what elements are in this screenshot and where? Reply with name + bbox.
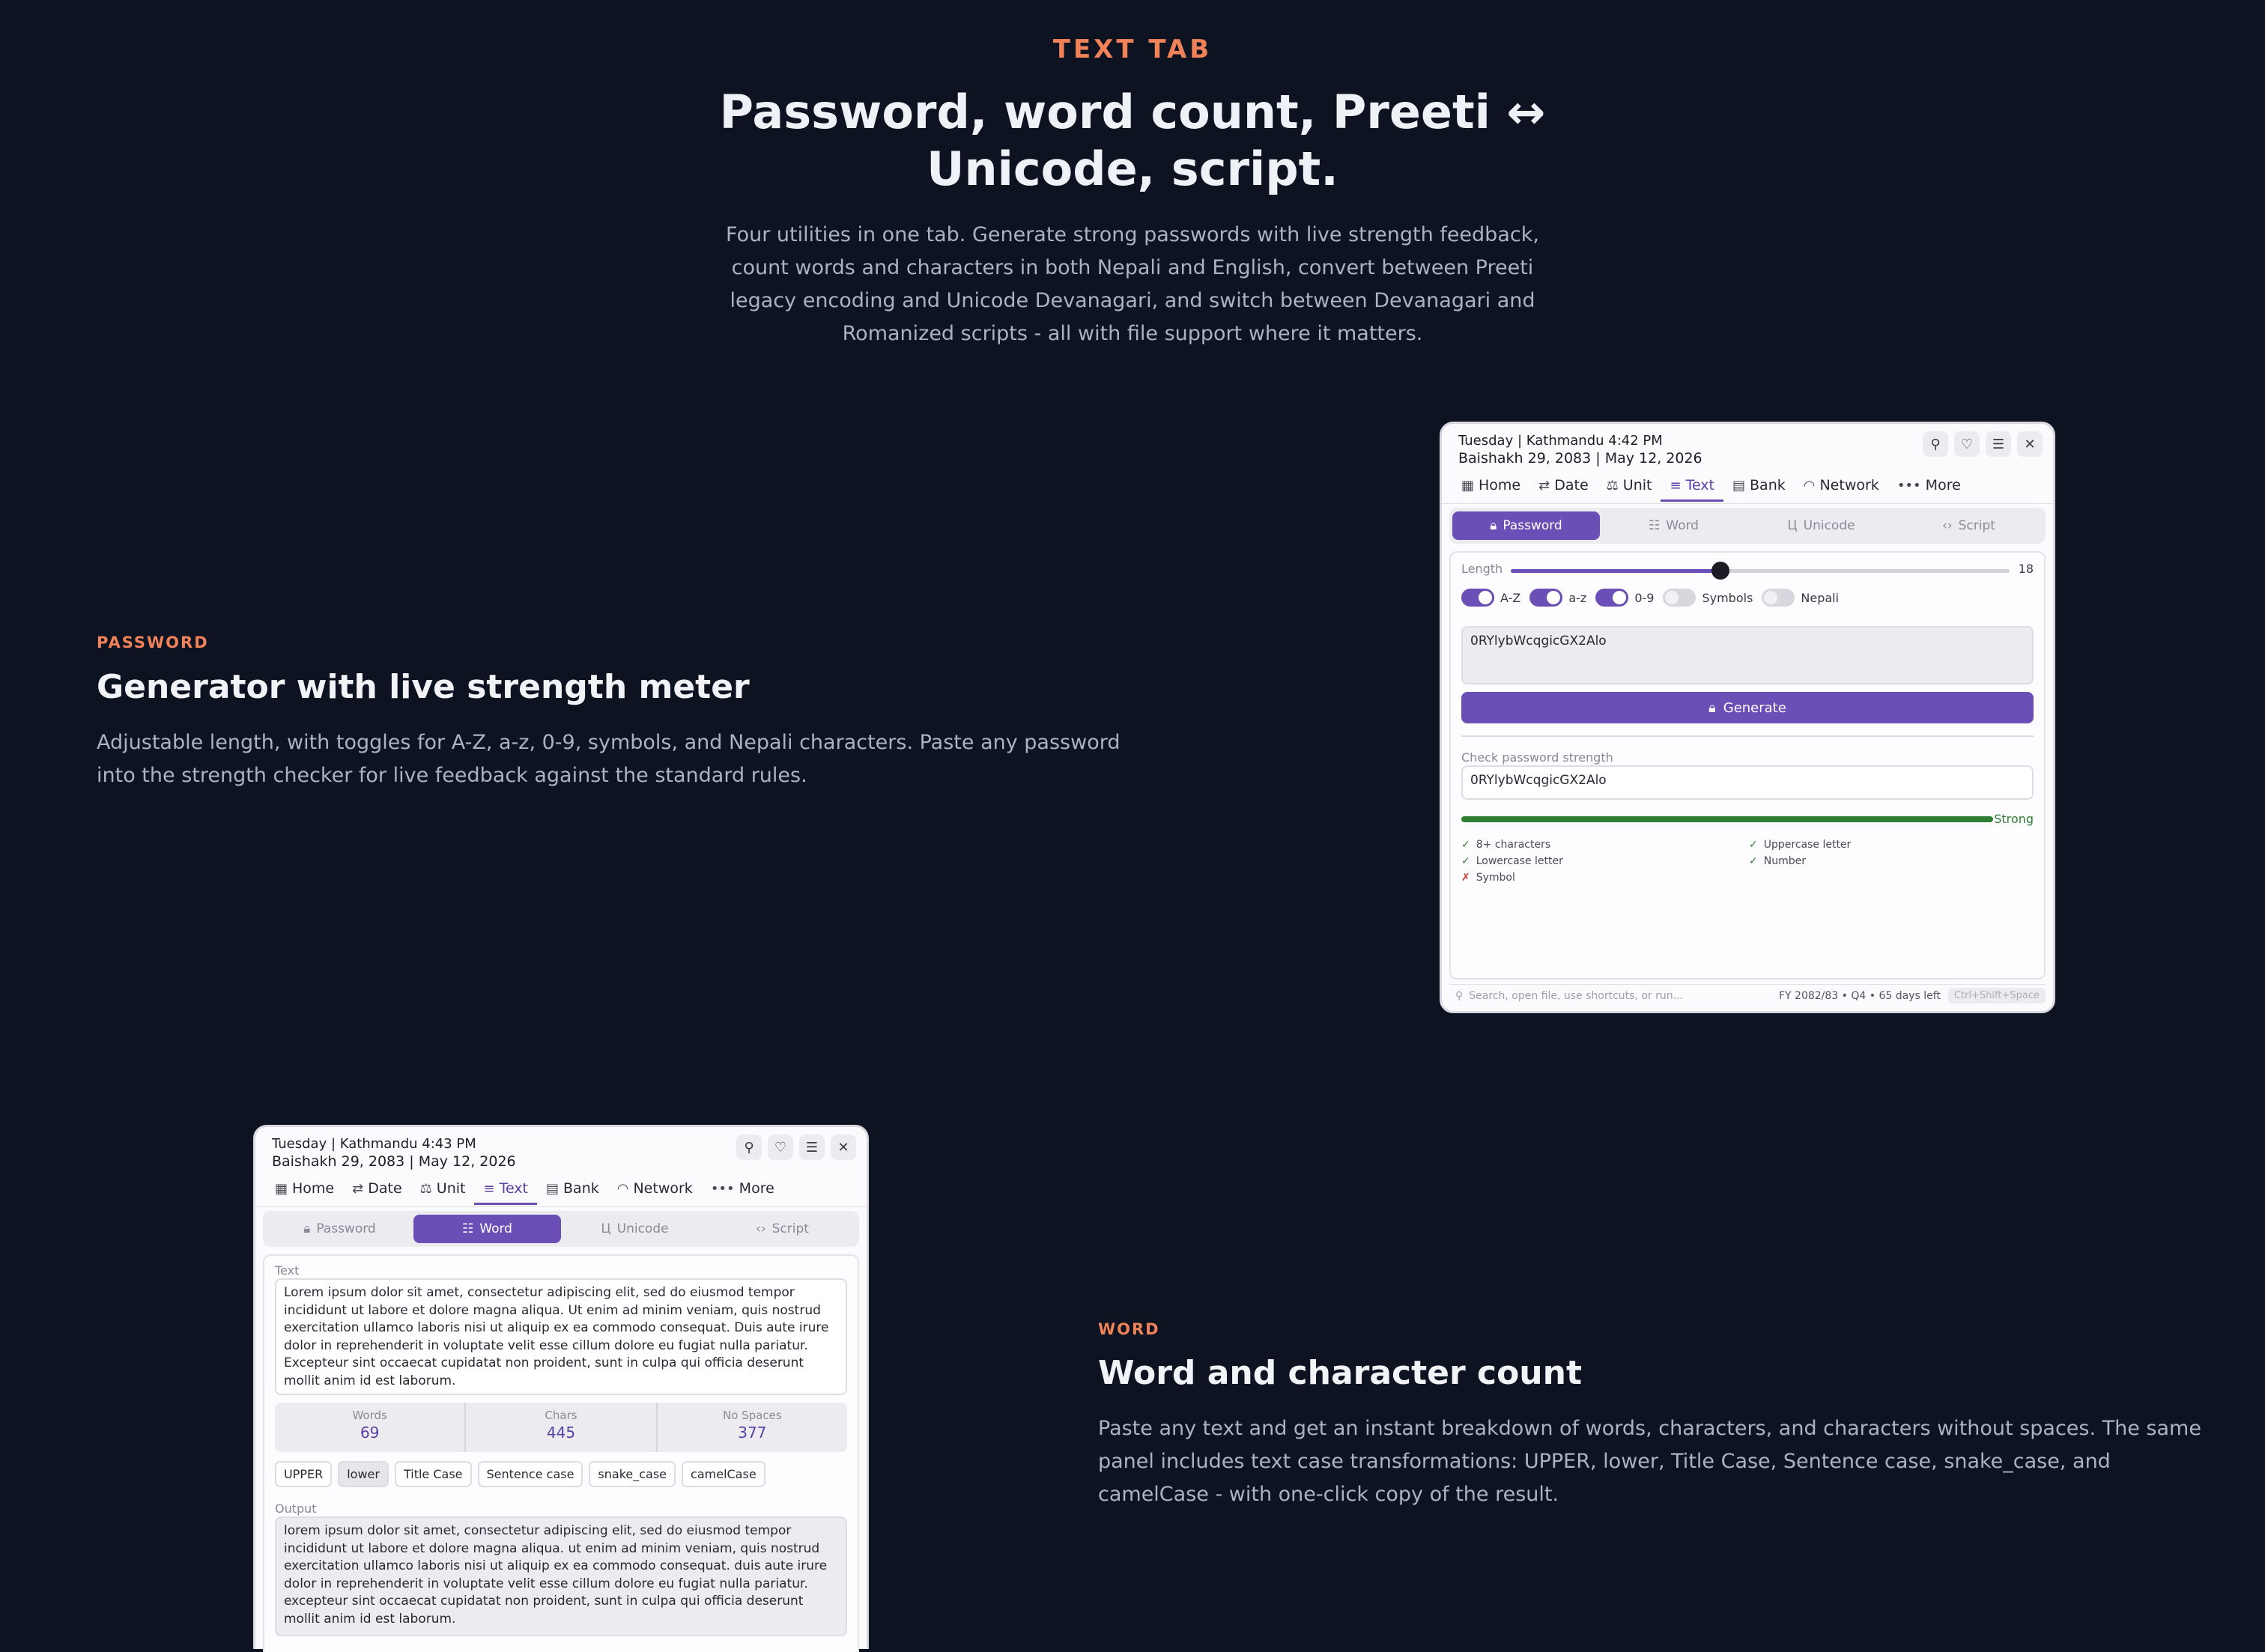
nav-date[interactable]: ⇄ Date <box>1538 477 1589 494</box>
toggle-uppercase[interactable]: A-Z <box>1461 589 1520 607</box>
pin-icon[interactable]: ⚲ <box>1923 431 1948 457</box>
swap-icon: ⇄ <box>1538 477 1550 494</box>
toggle-symbols[interactable]: Symbols <box>1663 589 1753 607</box>
feature-word-description: Paste any text and get an instant breakdown of words, characters, and characters without spaces. The same panel includes text case transformations: UPPER, lower, Title Case, Sentence case, snake_case, and camelCase - with one-click copy of the result. <box>1098 1417 2201 1506</box>
nav-unit[interactable]: ⚖ Unit <box>419 1180 466 1197</box>
command-search-input[interactable]: Search, open file, use shortcuts, or run... <box>1469 989 1683 1002</box>
nav-text[interactable]: ≡ Text <box>1661 469 1723 502</box>
unicode-icon: Ц <box>1787 518 1798 533</box>
case-lower-button[interactable]: lower <box>338 1461 389 1487</box>
main-nav <box>266 1172 856 1205</box>
subtab-password[interactable]: 🔒︎ Password <box>1452 511 1600 540</box>
rule-length: ✓ 8+ characters <box>1461 839 1551 851</box>
list-icon: ☷ <box>462 1221 474 1236</box>
nav-text[interactable]: ≡ Text <box>474 1172 537 1205</box>
unicode-icon: Ц <box>601 1221 611 1236</box>
toggle-digits[interactable]: 0-9 <box>1595 589 1654 607</box>
check-icon: ✓ <box>1461 855 1470 867</box>
output-area[interactable]: lorem ipsum dolor sit amet, consectetur adipiscing elit, sed do eiusmod tempor incididunt ut labore et dolore magna aliqua. ut enim ad minim veniam, quis nostrud exercitation ullamco laboris nisi ut aliquip ex ea commodo consequat. duis aute irure dolor in reprehenderit in voluptate velit esse cillum dolore eu fugiat nulla pariatur. excepteur sint occaecat cupidatat non proident, sunt in culpa qui officia deserunt mollit anim id est laborum. <box>275 1516 847 1636</box>
nav-divider <box>1442 503 2053 504</box>
case-upper-button[interactable]: UPPER <box>275 1461 332 1487</box>
calendar-icon: ▦ <box>275 1180 288 1197</box>
section-divider <box>1461 735 2034 737</box>
wifi-icon: ◠ <box>616 1180 629 1197</box>
toggle-switch[interactable] <box>1461 589 1494 607</box>
word-app-window <box>253 1125 869 1649</box>
clock-text: Tuesday | Kathmandu 4:43 PM <box>272 1136 476 1152</box>
nav-bank[interactable]: ▤ Bank <box>1732 477 1786 494</box>
text-input-area[interactable]: Lorem ipsum dolor sit amet, consectetur adipiscing elit, sed do eiusmod tempor incididunt ut labore et dolore magna aliqua. Ut enim ad minim veniam, quis nostrud exercitation ullamco laboris nisi ut aliquip ex ea commodo consequat. Duis aute irure dolor in reprehenderit in voluptate velit esse cillum dolore eu fugiat nulla pariatur. Excepteur sint occaecat cupidatat non proident, sunt in culpa qui officia deserunt mollit anim id est laborum. <box>275 1278 847 1395</box>
more-dots-icon: ••• <box>1896 477 1921 494</box>
stat-chars: Chars 445 <box>466 1403 657 1452</box>
check-strength-label: Check password strength <box>1461 750 1613 765</box>
nav-divider <box>255 1206 867 1207</box>
generated-password-output[interactable]: 0RYlybWcqgicGX2Alo <box>1461 626 2034 684</box>
subtab-unicode[interactable]: Ц Unicode <box>601 1221 669 1236</box>
nav-network[interactable]: ◠ Network <box>616 1180 693 1197</box>
password-app-window <box>1440 422 2055 1013</box>
text-lines-icon: ≡ <box>1670 477 1682 494</box>
close-icon[interactable]: ✕ <box>2017 431 2043 457</box>
toggle-lowercase[interactable]: a-z <box>1529 589 1586 607</box>
cross-icon: ✗ <box>1461 872 1470 884</box>
stat-words: Words 69 <box>275 1403 466 1452</box>
code-icon: ‹› <box>1942 518 1953 533</box>
subtab-word[interactable]: ☷ Word <box>413 1215 561 1243</box>
nav-home[interactable]: ▦ Home <box>1461 477 1521 494</box>
pin-icon[interactable]: ⚲ <box>736 1135 762 1160</box>
subtab-bar <box>1449 508 2046 544</box>
check-icon: ✓ <box>1461 839 1470 851</box>
output-label: Output <box>275 1501 317 1516</box>
check-icon: ✓ <box>1749 855 1758 867</box>
count-stats <box>275 1403 847 1452</box>
bank-icon: ▤ <box>1732 477 1746 494</box>
nav-unit[interactable]: ⚖ Unit <box>1606 477 1652 494</box>
scale-icon: ⚖ <box>1606 477 1619 494</box>
rule-uppercase: ✓ Uppercase letter <box>1749 839 1852 851</box>
length-slider[interactable] <box>1511 569 2010 573</box>
password-panel <box>1449 551 2046 980</box>
length-value: 18 <box>2018 562 2034 576</box>
feature-password-eyebrow: PASSWORD <box>97 634 209 652</box>
nav-more[interactable]: ••• More <box>710 1180 774 1197</box>
clock-text: Tuesday | Kathmandu 4:42 PM <box>1458 433 1663 449</box>
toggle-switch[interactable] <box>1663 589 1696 607</box>
more-dots-icon: ••• <box>710 1180 735 1197</box>
length-slider-fill <box>1511 569 1720 573</box>
rule-lowercase: ✓ Lowercase letter <box>1461 855 1563 867</box>
toggle-switch[interactable] <box>1529 589 1562 607</box>
strength-check-input[interactable]: 0RYlybWcqgicGX2Alo <box>1461 765 2034 800</box>
subtab-password[interactable]: 🔒︎ Password <box>303 1221 376 1236</box>
settings-sliders-icon[interactable]: ☰ <box>1986 431 2011 457</box>
lock-icon: 🔒︎ <box>1490 518 1497 533</box>
nav-network[interactable]: ◠ Network <box>1803 477 1879 494</box>
main-nav <box>1452 469 2043 502</box>
command-bar <box>1449 984 2046 1006</box>
case-snake-button[interactable]: snake_case <box>589 1461 676 1487</box>
case-buttons <box>275 1461 765 1487</box>
close-icon[interactable]: ✕ <box>831 1135 856 1160</box>
feature-word-eyebrow: WORD <box>1098 1320 1160 1338</box>
section-title: Password, word count, Preeti ↔ Unicode, script. <box>719 85 1546 196</box>
feature-word-title: Word and character count <box>1098 1354 1582 1392</box>
nav-bank[interactable]: ▤ Bank <box>546 1180 599 1197</box>
scale-icon: ⚖ <box>419 1180 432 1197</box>
length-slider-handle[interactable] <box>1711 562 1729 580</box>
date-text: Baishakh 29, 2083 | May 12, 2026 <box>1458 450 1702 467</box>
heart-icon[interactable]: ♡ <box>768 1135 793 1160</box>
swap-icon: ⇄ <box>352 1180 364 1197</box>
subtab-script[interactable]: ‹› Script <box>756 1221 809 1236</box>
stat-no-spaces: No Spaces 377 <box>722 1409 782 1442</box>
lock-icon: 🔒︎ <box>303 1221 311 1236</box>
calendar-icon: ▦ <box>1461 477 1475 494</box>
subtab-word[interactable]: ☷ Word <box>1649 518 1699 533</box>
length-label: Length <box>1461 562 1503 576</box>
toggle-nepali[interactable]: Nepali <box>1762 589 1839 607</box>
check-icon: ✓ <box>1749 839 1758 851</box>
section-subtitle: Four utilities in one tab. Generate strong passwords with live strength feedback, count words and characters in both Nepali and English, convert between Preeti legacy encoding and Unicode Devanagari, and switch between Devanagari and Romanized scripts - all with file support where it matters. <box>726 223 1539 345</box>
case-title-button[interactable]: Title Case <box>395 1461 472 1487</box>
heart-icon[interactable]: ♡ <box>1954 431 1980 457</box>
subtab-script[interactable]: ‹› Script <box>1942 518 1995 533</box>
section-eyebrow: TEXT TAB <box>1052 34 1213 64</box>
search-icon: ⚲ <box>1455 989 1464 1002</box>
toggle-switch[interactable] <box>1595 589 1628 607</box>
settings-sliders-icon[interactable]: ☰ <box>799 1135 825 1160</box>
code-icon: ‹› <box>756 1221 766 1236</box>
charset-toggles <box>1461 589 1839 607</box>
fiscal-year-status: FY 2082/83 • Q4 • 65 days left <box>1779 989 1941 1002</box>
wifi-icon: ◠ <box>1803 477 1816 494</box>
list-icon: ☷ <box>1649 518 1661 533</box>
case-sentence-button[interactable]: Sentence case <box>478 1461 583 1487</box>
subtab-bar <box>263 1211 859 1247</box>
nav-more[interactable]: ••• More <box>1896 477 1961 494</box>
subtab-unicode[interactable]: Ц Unicode <box>1787 518 1855 533</box>
word-panel <box>263 1254 859 1652</box>
strength-label: Strong <box>1994 812 2034 826</box>
nav-date[interactable]: ⇄ Date <box>352 1180 402 1197</box>
generate-button[interactable]: 🔒︎ Generate <box>1461 692 2034 723</box>
text-lines-icon: ≡ <box>483 1180 495 1197</box>
feature-password-description: Adjustable length, with toggles for A-Z, a-z, 0-9, symbols, and Nepali characters. Paste any password into the strength checker for live feedback against the standard rules. <box>97 731 1121 787</box>
toggle-switch[interactable] <box>1762 589 1795 607</box>
nav-home[interactable]: ▦ Home <box>275 1180 335 1197</box>
feature-password-title: Generator with live strength meter <box>97 668 750 706</box>
shortcut-hint: Ctrl+Shift+Space <box>1948 988 2046 1003</box>
case-camel-button[interactable]: camelCase <box>682 1461 765 1487</box>
lock-icon: 🔒︎ <box>1708 699 1716 716</box>
bank-icon: ▤ <box>546 1180 560 1197</box>
rule-symbol: ✗ Symbol <box>1461 872 1515 884</box>
text-label: Text <box>275 1263 300 1278</box>
strength-meter <box>1461 816 1993 822</box>
date-text: Baishakh 29, 2083 | May 12, 2026 <box>272 1153 516 1170</box>
rule-number: ✓ Number <box>1749 855 1806 867</box>
